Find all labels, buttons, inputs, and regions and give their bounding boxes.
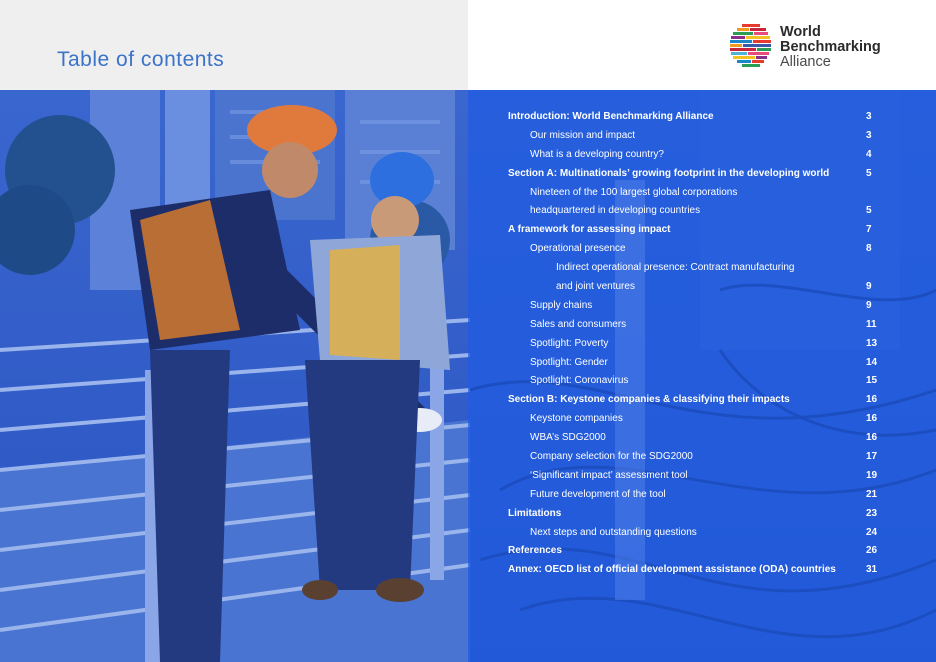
toc-entry-label: Sales and consumers xyxy=(530,318,627,330)
wba-logo xyxy=(728,22,888,74)
toc-entry-page: 16 xyxy=(866,432,878,444)
toc-entry-page: 16 xyxy=(866,413,878,425)
toc-entry[interactable] xyxy=(508,391,880,410)
logo-line-1: World xyxy=(780,24,821,40)
toc-entry[interactable] xyxy=(508,505,880,524)
toc-entry-label: Annex: OECD list of official development assistance (ODA) countries xyxy=(508,564,836,576)
toc-entry-label: WBA’s SDG2000 xyxy=(530,432,606,444)
toc-entry-label: Company selection for the SDG2000 xyxy=(530,451,693,463)
header-band-left xyxy=(0,0,468,90)
toc-entry-page: 31 xyxy=(866,564,878,576)
logo-line-2: Benchmarking xyxy=(780,39,881,55)
toc-entry[interactable] xyxy=(508,146,880,165)
toc-entry-label: Limitations xyxy=(508,507,562,519)
toc-entry-label: Section A: Multinationals’ growing footprint in the developing world xyxy=(508,167,830,179)
toc-entry-page: 26 xyxy=(866,545,878,557)
toc-entry[interactable] xyxy=(508,524,880,543)
toc-entry[interactable] xyxy=(508,184,880,203)
toc-entry-page: 23 xyxy=(866,507,878,519)
toc-entry-label: Our mission and impact xyxy=(530,129,636,141)
toc-entry-page: 11 xyxy=(866,318,877,330)
toc-entry-page: 17 xyxy=(866,451,878,463)
toc-entry-label: Indirect operational presence: Contract manufacturing xyxy=(556,262,795,274)
toc-entry-label: Supply chains xyxy=(530,299,593,311)
toc-entry-label: References xyxy=(508,545,562,557)
toc-entry-label: Spotlight: Coronavirus xyxy=(530,375,629,387)
toc-entry[interactable] xyxy=(508,354,880,373)
toc-entry-label: ‘Significant impact’ assessment tool xyxy=(530,469,688,481)
page-title: Table of contents xyxy=(57,48,225,71)
toc-entry-page: 14 xyxy=(866,356,878,368)
toc-entry-page: 15 xyxy=(866,375,878,387)
toc-entry[interactable] xyxy=(508,221,880,240)
toc-entry[interactable] xyxy=(508,429,880,448)
toc-entry-page: 19 xyxy=(866,469,878,481)
globe-logo-icon xyxy=(728,22,774,70)
toc-entry[interactable] xyxy=(508,202,880,221)
toc-entry-page: 4 xyxy=(866,148,872,160)
toc-entry-label: What is a developing country? xyxy=(530,148,664,160)
toc-entry-page: 7 xyxy=(866,224,872,236)
toc-entry[interactable] xyxy=(508,486,880,505)
toc-entry[interactable] xyxy=(508,335,880,354)
toc-entry[interactable] xyxy=(508,542,880,561)
toc-entry-page: 24 xyxy=(866,526,878,538)
toc-entry[interactable] xyxy=(508,561,880,580)
toc-entry[interactable] xyxy=(508,108,880,127)
toc-entry-label: Operational presence xyxy=(530,243,626,255)
toc-entry-label: Introduction: World Benchmarking Alliance xyxy=(508,111,714,122)
toc-entry-page: 3 xyxy=(866,129,872,141)
toc-entry[interactable] xyxy=(508,372,880,391)
toc-entry-label: Nineteen of the 100 largest global corporations xyxy=(530,186,738,198)
toc-entry[interactable] xyxy=(508,127,880,146)
toc-entry-page: 3 xyxy=(866,111,872,122)
toc-entry-label: Spotlight: Poverty xyxy=(530,337,609,349)
table-of-contents xyxy=(508,108,880,580)
toc-entry[interactable] xyxy=(508,410,880,429)
toc-entry-page: 8 xyxy=(866,243,872,255)
toc-entry[interactable] xyxy=(508,240,880,259)
toc-entry-label: Next steps and outstanding questions xyxy=(530,526,697,538)
toc-entry[interactable] xyxy=(508,259,880,278)
toc-entry[interactable] xyxy=(508,165,880,184)
toc-entry-page: 9 xyxy=(866,281,872,293)
toc-entry-page: 21 xyxy=(866,488,878,500)
toc-entry[interactable] xyxy=(508,316,880,335)
toc-entry-label: Keystone companies xyxy=(530,413,623,425)
toc-entry[interactable] xyxy=(508,297,880,316)
toc-entry-label: headquartered in developing countries xyxy=(530,205,701,217)
toc-entry-page: 16 xyxy=(866,394,878,406)
toc-entry-label: Spotlight: Gender xyxy=(530,356,608,368)
toc-entry-page: 5 xyxy=(866,167,872,179)
toc-entry[interactable] xyxy=(508,467,880,486)
toc-entry[interactable] xyxy=(508,278,880,297)
toc-entry[interactable] xyxy=(508,448,880,467)
toc-entry-page: 5 xyxy=(866,205,872,217)
toc-entry-label: Future development of the tool xyxy=(530,488,666,500)
logo-wordmark xyxy=(780,25,881,70)
logo-line-3: Alliance xyxy=(780,54,831,70)
toc-entry-page: 13 xyxy=(866,337,878,349)
toc-entry-label: and joint ventures xyxy=(556,281,635,293)
toc-entry-page: 9 xyxy=(866,299,872,311)
toc-entry-label: A framework for assessing impact xyxy=(508,224,671,236)
toc-entry-label: Section B: Keystone companies & classifying their impacts xyxy=(508,394,790,406)
